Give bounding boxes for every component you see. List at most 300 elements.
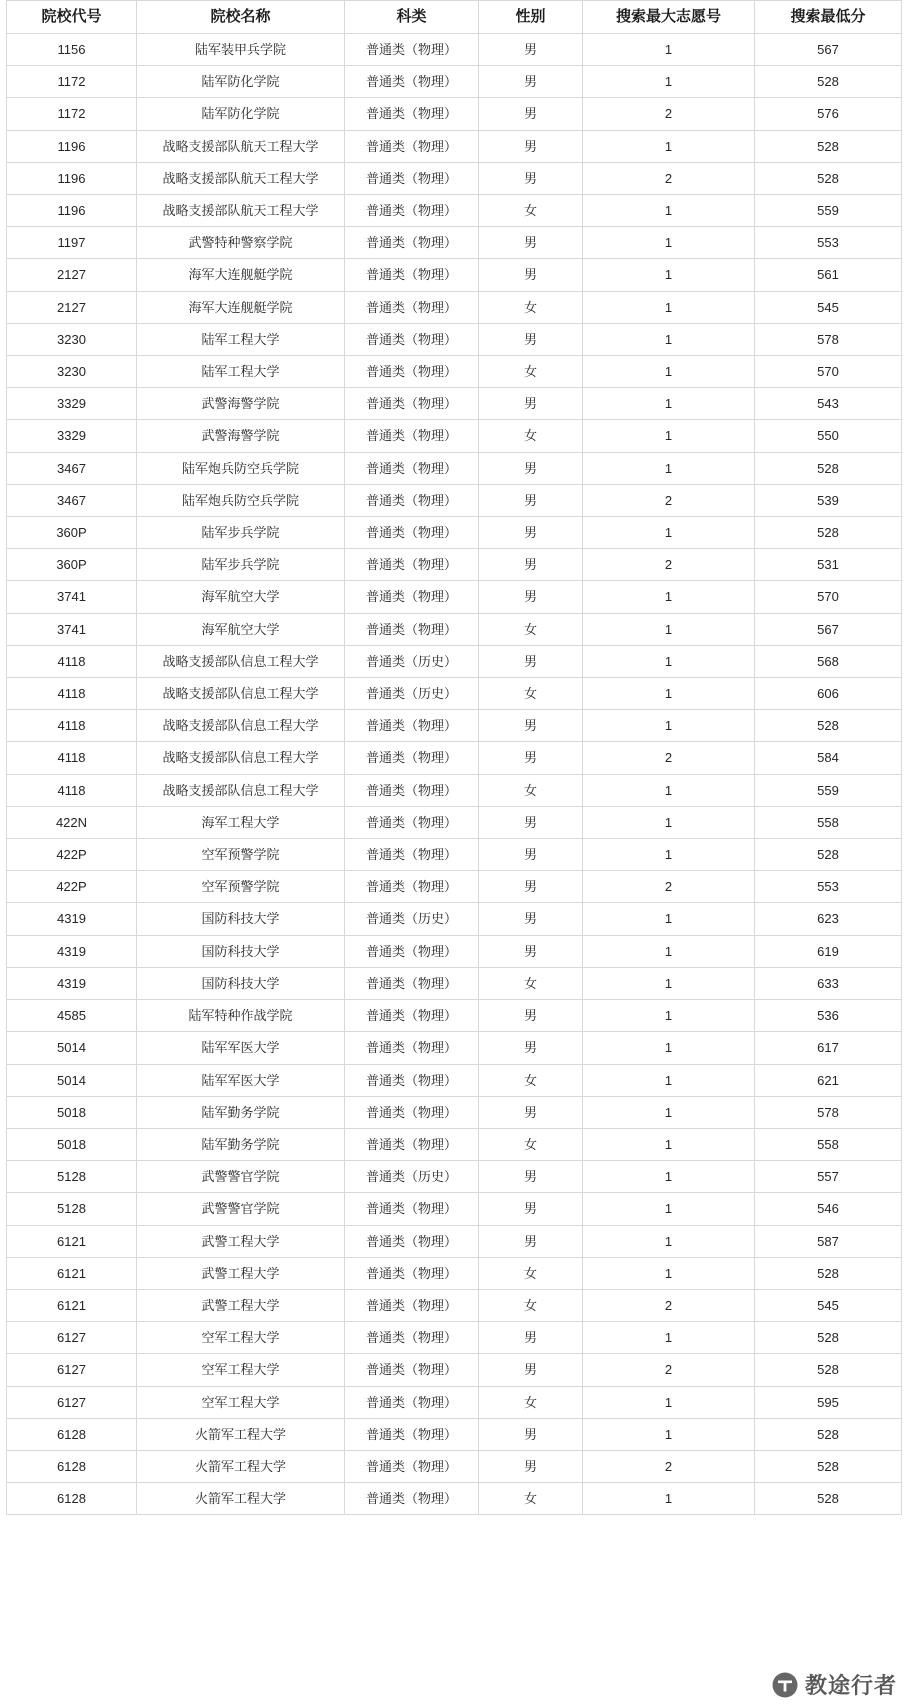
table-row	[7, 678, 902, 710]
cell-school-name: 武警特种警察学院	[137, 227, 345, 259]
cell-school-code: 5018	[7, 1128, 137, 1160]
cell-min-score: 528	[755, 1450, 902, 1482]
cell-gender: 男	[479, 1225, 583, 1257]
table-row	[7, 806, 902, 838]
cell-min-score: 528	[755, 1418, 902, 1450]
cell-gender: 男	[479, 1096, 583, 1128]
cell-school-code: 1196	[7, 130, 137, 162]
cell-school-name: 火箭军工程大学	[137, 1483, 345, 1515]
cell-category: 普通类（物理）	[345, 1386, 479, 1418]
cell-category: 普通类（物理）	[345, 420, 479, 452]
cell-min-score: 545	[755, 1289, 902, 1321]
cell-max-choice-number: 1	[583, 581, 755, 613]
cell-max-choice-number: 1	[583, 1161, 755, 1193]
cell-max-choice-number: 1	[583, 1193, 755, 1225]
cell-school-name: 战略支援部队航天工程大学	[137, 162, 345, 194]
cell-min-score: 567	[755, 613, 902, 645]
cell-max-choice-number: 1	[583, 903, 755, 935]
cell-max-choice-number: 1	[583, 1128, 755, 1160]
cell-min-score: 528	[755, 710, 902, 742]
cell-gender: 男	[479, 1032, 583, 1064]
table-row	[7, 935, 902, 967]
cell-school-name: 空军预警学院	[137, 839, 345, 871]
cell-gender: 男	[479, 549, 583, 581]
cell-category: 普通类（物理）	[345, 323, 479, 355]
cell-gender: 女	[479, 420, 583, 452]
cell-min-score: 528	[755, 130, 902, 162]
cell-school-code: 4319	[7, 935, 137, 967]
cell-school-name: 武警海警学院	[137, 420, 345, 452]
cell-school-name: 海军工程大学	[137, 806, 345, 838]
cell-max-choice-number: 1	[583, 1000, 755, 1032]
cell-category: 普通类（历史）	[345, 903, 479, 935]
table-row	[7, 356, 902, 388]
cell-school-name: 陆军步兵学院	[137, 549, 345, 581]
cell-min-score: 568	[755, 645, 902, 677]
cell-school-code: 5128	[7, 1161, 137, 1193]
table-row	[7, 903, 902, 935]
cell-school-code: 422P	[7, 839, 137, 871]
cell-category: 普通类（物理）	[345, 774, 479, 806]
cell-category: 普通类（物理）	[345, 1193, 479, 1225]
cell-school-name: 海军大连舰艇学院	[137, 291, 345, 323]
cell-school-code: 6127	[7, 1322, 137, 1354]
cell-category: 普通类（物理）	[345, 1483, 479, 1515]
cell-school-code: 5014	[7, 1032, 137, 1064]
cell-max-choice-number: 2	[583, 484, 755, 516]
cell-min-score: 550	[755, 420, 902, 452]
cell-school-name: 国防科技大学	[137, 935, 345, 967]
cell-school-name: 国防科技大学	[137, 903, 345, 935]
cell-max-choice-number: 1	[583, 806, 755, 838]
cell-category: 普通类（物理）	[345, 549, 479, 581]
cell-school-name: 战略支援部队信息工程大学	[137, 742, 345, 774]
cell-category: 普通类（物理）	[345, 259, 479, 291]
cell-school-name: 陆军防化学院	[137, 66, 345, 98]
cell-gender: 男	[479, 935, 583, 967]
cell-school-code: 1196	[7, 195, 137, 227]
table-row	[7, 517, 902, 549]
cell-gender: 男	[479, 645, 583, 677]
cell-max-choice-number: 1	[583, 645, 755, 677]
cell-gender: 男	[479, 1000, 583, 1032]
cell-gender: 女	[479, 291, 583, 323]
cell-school-name: 海军大连舰艇学院	[137, 259, 345, 291]
cell-min-score: 528	[755, 66, 902, 98]
cell-category: 普通类（物理）	[345, 613, 479, 645]
table-row	[7, 388, 902, 420]
cell-max-choice-number: 1	[583, 1032, 755, 1064]
cell-school-name: 陆军勤务学院	[137, 1128, 345, 1160]
cell-min-score: 558	[755, 1128, 902, 1160]
cell-max-choice-number: 1	[583, 259, 755, 291]
cell-gender: 男	[479, 1193, 583, 1225]
table-row	[7, 323, 902, 355]
cell-max-choice-number: 1	[583, 1418, 755, 1450]
table-row	[7, 227, 902, 259]
cell-max-choice-number: 1	[583, 1483, 755, 1515]
cell-min-score: 543	[755, 388, 902, 420]
cell-category: 普通类（物理）	[345, 356, 479, 388]
table-row	[7, 1000, 902, 1032]
cell-school-name: 火箭军工程大学	[137, 1450, 345, 1482]
column-header-school-code: 院校代号	[7, 1, 137, 34]
cell-gender: 男	[479, 34, 583, 66]
cell-school-code: 4118	[7, 645, 137, 677]
cell-max-choice-number: 2	[583, 1450, 755, 1482]
cell-school-name: 战略支援部队信息工程大学	[137, 678, 345, 710]
cell-max-choice-number: 2	[583, 162, 755, 194]
cell-school-name: 战略支援部队信息工程大学	[137, 774, 345, 806]
table-row	[7, 484, 902, 516]
cell-gender: 男	[479, 742, 583, 774]
cell-min-score: 553	[755, 227, 902, 259]
cell-school-name: 空军工程大学	[137, 1322, 345, 1354]
cell-school-code: 3467	[7, 484, 137, 516]
cell-category: 普通类（物理）	[345, 227, 479, 259]
cell-school-name: 陆军工程大学	[137, 356, 345, 388]
cell-school-code: 6128	[7, 1483, 137, 1515]
cell-category: 普通类（物理）	[345, 1257, 479, 1289]
cell-category: 普通类（物理）	[345, 1128, 479, 1160]
cell-category: 普通类（历史）	[345, 1161, 479, 1193]
cell-category: 普通类（物理）	[345, 1354, 479, 1386]
cell-school-name: 空军预警学院	[137, 871, 345, 903]
cell-school-name: 武警海警学院	[137, 388, 345, 420]
cell-gender: 女	[479, 1128, 583, 1160]
cell-max-choice-number: 1	[583, 195, 755, 227]
cell-school-name: 武警工程大学	[137, 1257, 345, 1289]
cell-min-score: 531	[755, 549, 902, 581]
table-row	[7, 1096, 902, 1128]
table-row	[7, 645, 902, 677]
cell-school-name: 陆军工程大学	[137, 323, 345, 355]
cell-min-score: 633	[755, 967, 902, 999]
cell-max-choice-number: 2	[583, 1289, 755, 1321]
cell-min-score: 528	[755, 1483, 902, 1515]
cell-max-choice-number: 1	[583, 935, 755, 967]
cell-school-code: 360P	[7, 549, 137, 581]
cell-max-choice-number: 1	[583, 1096, 755, 1128]
cell-gender: 男	[479, 1354, 583, 1386]
table-row	[7, 1193, 902, 1225]
cell-school-code: 6121	[7, 1225, 137, 1257]
table-header-row	[7, 1, 902, 34]
cell-school-code: 422N	[7, 806, 137, 838]
watermark	[772, 1669, 897, 1700]
cell-school-code: 5018	[7, 1096, 137, 1128]
cell-gender: 男	[479, 130, 583, 162]
table-row	[7, 1257, 902, 1289]
cell-gender: 男	[479, 98, 583, 130]
cell-school-code: 3741	[7, 613, 137, 645]
cell-max-choice-number: 1	[583, 1386, 755, 1418]
cell-category: 普通类（物理）	[345, 1450, 479, 1482]
cell-gender: 男	[479, 710, 583, 742]
cell-min-score: 570	[755, 356, 902, 388]
cell-school-name: 空军工程大学	[137, 1386, 345, 1418]
table-row	[7, 1064, 902, 1096]
cell-category: 普通类（物理）	[345, 581, 479, 613]
table-row	[7, 1354, 902, 1386]
cell-min-score: 617	[755, 1032, 902, 1064]
cell-category: 普通类（物理）	[345, 806, 479, 838]
cell-school-name: 战略支援部队信息工程大学	[137, 645, 345, 677]
column-header-min-score: 搜索最低分	[755, 1, 902, 34]
table-row	[7, 66, 902, 98]
cell-school-name: 陆军特种作战学院	[137, 1000, 345, 1032]
cell-category: 普通类（物理）	[345, 1032, 479, 1064]
table-row	[7, 1450, 902, 1482]
cell-gender: 男	[479, 839, 583, 871]
cell-category: 普通类（历史）	[345, 678, 479, 710]
cell-school-name: 空军工程大学	[137, 1354, 345, 1386]
cell-max-choice-number: 1	[583, 710, 755, 742]
cell-gender: 女	[479, 1289, 583, 1321]
table-row	[7, 130, 902, 162]
cell-school-code: 3329	[7, 420, 137, 452]
cell-gender: 女	[479, 1064, 583, 1096]
cell-school-code: 3467	[7, 452, 137, 484]
cell-min-score: 578	[755, 323, 902, 355]
table-row	[7, 967, 902, 999]
cell-max-choice-number: 1	[583, 967, 755, 999]
cell-min-score: 536	[755, 1000, 902, 1032]
table-row	[7, 291, 902, 323]
table-row	[7, 549, 902, 581]
cell-min-score: 621	[755, 1064, 902, 1096]
cell-category: 普通类（物理）	[345, 935, 479, 967]
cell-category: 普通类（物理）	[345, 1096, 479, 1128]
cell-max-choice-number: 1	[583, 388, 755, 420]
cell-category: 普通类（物理）	[345, 66, 479, 98]
cell-max-choice-number: 1	[583, 839, 755, 871]
cell-min-score: 528	[755, 162, 902, 194]
cell-min-score: 623	[755, 903, 902, 935]
cell-min-score: 546	[755, 1193, 902, 1225]
cell-school-name: 陆军步兵学院	[137, 517, 345, 549]
cell-category: 普通类（物理）	[345, 710, 479, 742]
cell-school-code: 4585	[7, 1000, 137, 1032]
table-row	[7, 710, 902, 742]
cell-category: 普通类（物理）	[345, 1289, 479, 1321]
table-row	[7, 871, 902, 903]
cell-category: 普通类（物理）	[345, 1418, 479, 1450]
cell-gender: 女	[479, 1386, 583, 1418]
table-row	[7, 1032, 902, 1064]
table-row	[7, 1418, 902, 1450]
cell-category: 普通类（物理）	[345, 34, 479, 66]
cell-gender: 男	[479, 259, 583, 291]
cell-max-choice-number: 1	[583, 613, 755, 645]
cell-category: 普通类（物理）	[345, 1000, 479, 1032]
cell-school-code: 1172	[7, 66, 137, 98]
cell-max-choice-number: 1	[583, 66, 755, 98]
cell-category: 普通类（物理）	[345, 130, 479, 162]
cell-gender: 男	[479, 484, 583, 516]
cell-school-code: 4319	[7, 903, 137, 935]
cell-min-score: 578	[755, 1096, 902, 1128]
toutiao-logo-icon	[772, 1672, 798, 1698]
cell-max-choice-number: 2	[583, 549, 755, 581]
cell-school-name: 战略支援部队航天工程大学	[137, 195, 345, 227]
cell-school-code: 4118	[7, 742, 137, 774]
cell-min-score: 619	[755, 935, 902, 967]
cell-max-choice-number: 1	[583, 130, 755, 162]
cell-max-choice-number: 1	[583, 323, 755, 355]
cell-min-score: 528	[755, 517, 902, 549]
cell-min-score: 528	[755, 1257, 902, 1289]
cell-school-name: 陆军炮兵防空兵学院	[137, 452, 345, 484]
cell-school-code: 5014	[7, 1064, 137, 1096]
cell-school-code: 6127	[7, 1354, 137, 1386]
cell-min-score: 606	[755, 678, 902, 710]
cell-school-code: 1197	[7, 227, 137, 259]
cell-min-score: 553	[755, 871, 902, 903]
cell-gender: 男	[479, 452, 583, 484]
table-row	[7, 34, 902, 66]
table-row	[7, 1128, 902, 1160]
cell-gender: 男	[479, 581, 583, 613]
cell-school-name: 武警警官学院	[137, 1193, 345, 1225]
cell-gender: 女	[479, 774, 583, 806]
table-row	[7, 1483, 902, 1515]
cell-max-choice-number: 1	[583, 356, 755, 388]
cell-school-name: 海军航空大学	[137, 581, 345, 613]
cell-category: 普通类（物理）	[345, 742, 479, 774]
watermark-text: 教途行者	[804, 1673, 897, 1698]
table-row	[7, 1386, 902, 1418]
cell-category: 普通类（物理）	[345, 871, 479, 903]
cell-school-code: 2127	[7, 291, 137, 323]
cell-min-score: 539	[755, 484, 902, 516]
cell-school-name: 陆军军医大学	[137, 1032, 345, 1064]
cell-min-score: 570	[755, 581, 902, 613]
cell-category: 普通类（物理）	[345, 162, 479, 194]
cell-gender: 男	[479, 227, 583, 259]
cell-gender: 男	[479, 871, 583, 903]
table-row	[7, 452, 902, 484]
cell-max-choice-number: 1	[583, 774, 755, 806]
cell-min-score: 559	[755, 195, 902, 227]
cell-min-score: 584	[755, 742, 902, 774]
table-row	[7, 839, 902, 871]
cell-school-code: 6128	[7, 1418, 137, 1450]
cell-gender: 男	[479, 1161, 583, 1193]
cell-max-choice-number: 2	[583, 1354, 755, 1386]
table-body	[7, 34, 902, 1515]
cell-max-choice-number: 1	[583, 420, 755, 452]
cell-school-name: 战略支援部队信息工程大学	[137, 710, 345, 742]
cell-max-choice-number: 1	[583, 227, 755, 259]
cell-min-score: 528	[755, 1354, 902, 1386]
cell-min-score: 545	[755, 291, 902, 323]
cell-max-choice-number: 1	[583, 517, 755, 549]
table-row	[7, 1161, 902, 1193]
column-header-school-name: 院校名称	[137, 1, 345, 34]
cell-gender: 男	[479, 1418, 583, 1450]
cell-school-code: 422P	[7, 871, 137, 903]
cell-min-score: 561	[755, 259, 902, 291]
cell-max-choice-number: 1	[583, 34, 755, 66]
cell-school-code: 4319	[7, 967, 137, 999]
cell-min-score: 595	[755, 1386, 902, 1418]
cell-gender: 男	[479, 66, 583, 98]
cell-min-score: 528	[755, 452, 902, 484]
cell-gender: 男	[479, 806, 583, 838]
cell-gender: 女	[479, 195, 583, 227]
cell-school-code: 6121	[7, 1257, 137, 1289]
cell-school-name: 武警警官学院	[137, 1161, 345, 1193]
cell-category: 普通类（物理）	[345, 388, 479, 420]
cell-min-score: 567	[755, 34, 902, 66]
cell-min-score: 557	[755, 1161, 902, 1193]
table-row	[7, 1225, 902, 1257]
table-row	[7, 742, 902, 774]
cell-gender: 男	[479, 1450, 583, 1482]
cell-max-choice-number: 1	[583, 291, 755, 323]
cell-school-code: 1156	[7, 34, 137, 66]
cell-school-code: 3741	[7, 581, 137, 613]
cell-category: 普通类（物理）	[345, 967, 479, 999]
cell-school-code: 5128	[7, 1193, 137, 1225]
cell-max-choice-number: 1	[583, 1064, 755, 1096]
column-header-category: 科类	[345, 1, 479, 34]
cell-gender: 女	[479, 356, 583, 388]
cell-max-choice-number: 2	[583, 871, 755, 903]
cell-school-name: 国防科技大学	[137, 967, 345, 999]
cell-gender: 女	[479, 967, 583, 999]
cell-school-name: 陆军军医大学	[137, 1064, 345, 1096]
table-row	[7, 98, 902, 130]
cell-school-name: 战略支援部队航天工程大学	[137, 130, 345, 162]
table-row	[7, 1289, 902, 1321]
table-row	[7, 195, 902, 227]
cell-school-code: 4118	[7, 678, 137, 710]
table-row	[7, 420, 902, 452]
cell-gender: 女	[479, 1483, 583, 1515]
cell-school-code: 1172	[7, 98, 137, 130]
cell-school-name: 陆军勤务学院	[137, 1096, 345, 1128]
cell-school-code: 6121	[7, 1289, 137, 1321]
cell-school-code: 3329	[7, 388, 137, 420]
table-header	[7, 1, 902, 34]
table-row	[7, 162, 902, 194]
cell-min-score: 576	[755, 98, 902, 130]
cell-max-choice-number: 1	[583, 1225, 755, 1257]
cell-gender: 男	[479, 323, 583, 355]
cell-school-name: 海军航空大学	[137, 613, 345, 645]
cell-gender: 女	[479, 613, 583, 645]
cell-school-code: 3230	[7, 323, 137, 355]
cell-gender: 男	[479, 388, 583, 420]
cell-max-choice-number: 1	[583, 452, 755, 484]
admission-scores-table	[6, 0, 902, 1515]
cell-max-choice-number: 1	[583, 678, 755, 710]
cell-gender: 女	[479, 1257, 583, 1289]
cell-max-choice-number: 2	[583, 98, 755, 130]
cell-category: 普通类（物理）	[345, 839, 479, 871]
cell-category: 普通类（物理）	[345, 517, 479, 549]
cell-min-score: 528	[755, 839, 902, 871]
table-row	[7, 613, 902, 645]
cell-gender: 男	[479, 1322, 583, 1354]
cell-school-code: 4118	[7, 774, 137, 806]
cell-min-score: 559	[755, 774, 902, 806]
cell-school-name: 火箭军工程大学	[137, 1418, 345, 1450]
cell-school-code: 4118	[7, 710, 137, 742]
cell-gender: 男	[479, 903, 583, 935]
